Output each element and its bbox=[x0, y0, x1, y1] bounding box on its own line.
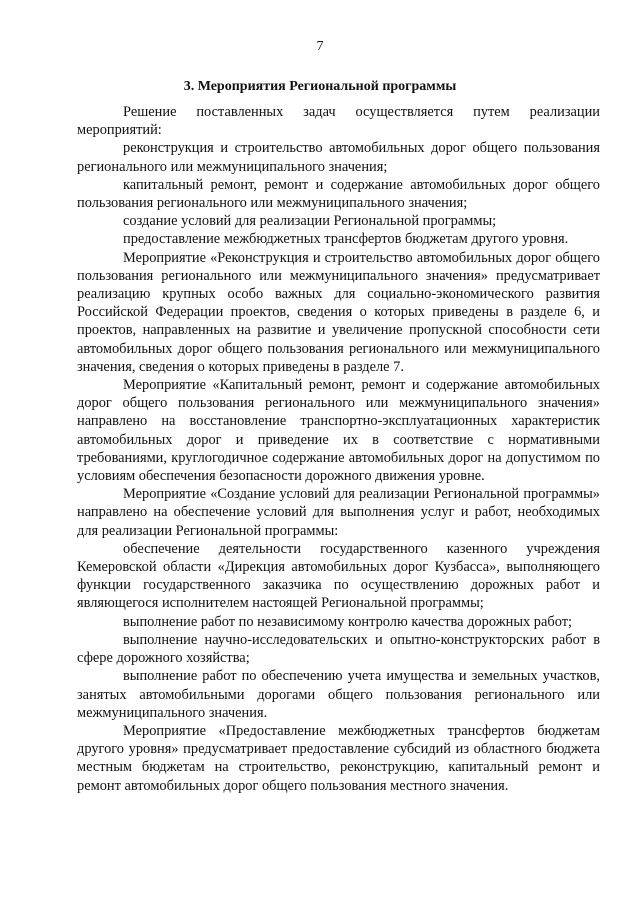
list-item-quality-control: выполнение работ по независимому контролю качества дорожных работ; bbox=[123, 613, 573, 630]
list-item-conditions: создание условий для реализации Региональной программы; bbox=[123, 213, 497, 230]
list-item-land-accounting: выполнение работ по обеспечению учета имущества и земельных участков, занятых автомобильными дорогами общего пользования регионального или межмуниципального значения. bbox=[77, 668, 600, 721]
list-item-reconstruction: реконструкция и строительство автомобильных дорог общего пользования регионального или межмуниципального значения; bbox=[77, 140, 600, 175]
section-title: 3. Мероприятия Региональной программы bbox=[183, 79, 457, 94]
page-number: 7 bbox=[316, 39, 324, 54]
paragraph-repair: Мероприятие «Капитальный ремонт, ремонт и содержание автомобильных дорог общего пользования регионального или межмуниципального значения» направлено на восстановление транспортно-эксплуатационных характеристик автомобильных дорог и приведение их в соответствие с нормативными требованиями, круглогодичное содержание автомобильных дорог на допустимом по условиям обеспечения безопасности дорожного движения уровне. bbox=[77, 377, 600, 485]
list-item-transfers: предоставление межбюджетных трансфертов бюджетам другого уровня. bbox=[123, 231, 569, 248]
body-text bbox=[77, 103, 600, 795]
paragraph-reconstruction: Мероприятие «Реконструкция и строительство автомобильных дорог общего пользования регионального или межмуниципального значения» предусматривает реализацию крупных особо важных для социально-экономического развития Российской Федерации проектов, сведения о которых приведены в разделе 6, и проектов, направленных на развитие и увеличение пропускной способности сети автомобильных дорог общего пользования регионального или межмуниципального значения, сведения о которых приведены в разделе 7. bbox=[77, 249, 600, 375]
paragraph-intro: Решение поставленных задач осуществляется путем реализации мероприятий: bbox=[77, 104, 600, 139]
list-item-repair: капитальный ремонт, ремонт и содержание автомобильных дорог общего пользования регионального или межмуниципального значения; bbox=[77, 176, 600, 212]
paragraph-transfers: Мероприятие «Предоставление межбюджетных трансфертов бюджетам другого уровня» предусматривает предоставление субсидий из областного бюджета местным бюджетам на строительство, реконструкцию, капитальный ремонт и ремонт автомобильных дорог общего пользования местного значения. bbox=[77, 722, 600, 794]
paragraph-conditions: Мероприятие «Создание условий для реализации Региональной программы» направлено на обеспечение условий для выполнения услуг и работ, необходимых для реализации Региональной программы: bbox=[77, 486, 600, 539]
list-item-research: выполнение научно-исследовательских и опытно-конструкторских работ в сфере дорожного хозяйства; bbox=[77, 631, 600, 667]
list-item-directorate: обеспечение деятельности государственного казенного учреждения Кемеровской области «Дирекция автомобильных дорог Кузбасса», выполняющего функции государственного заказчика по осуществлению дорожных работ и являющегося исполнителем настоящей Региональной программы; bbox=[77, 540, 600, 612]
